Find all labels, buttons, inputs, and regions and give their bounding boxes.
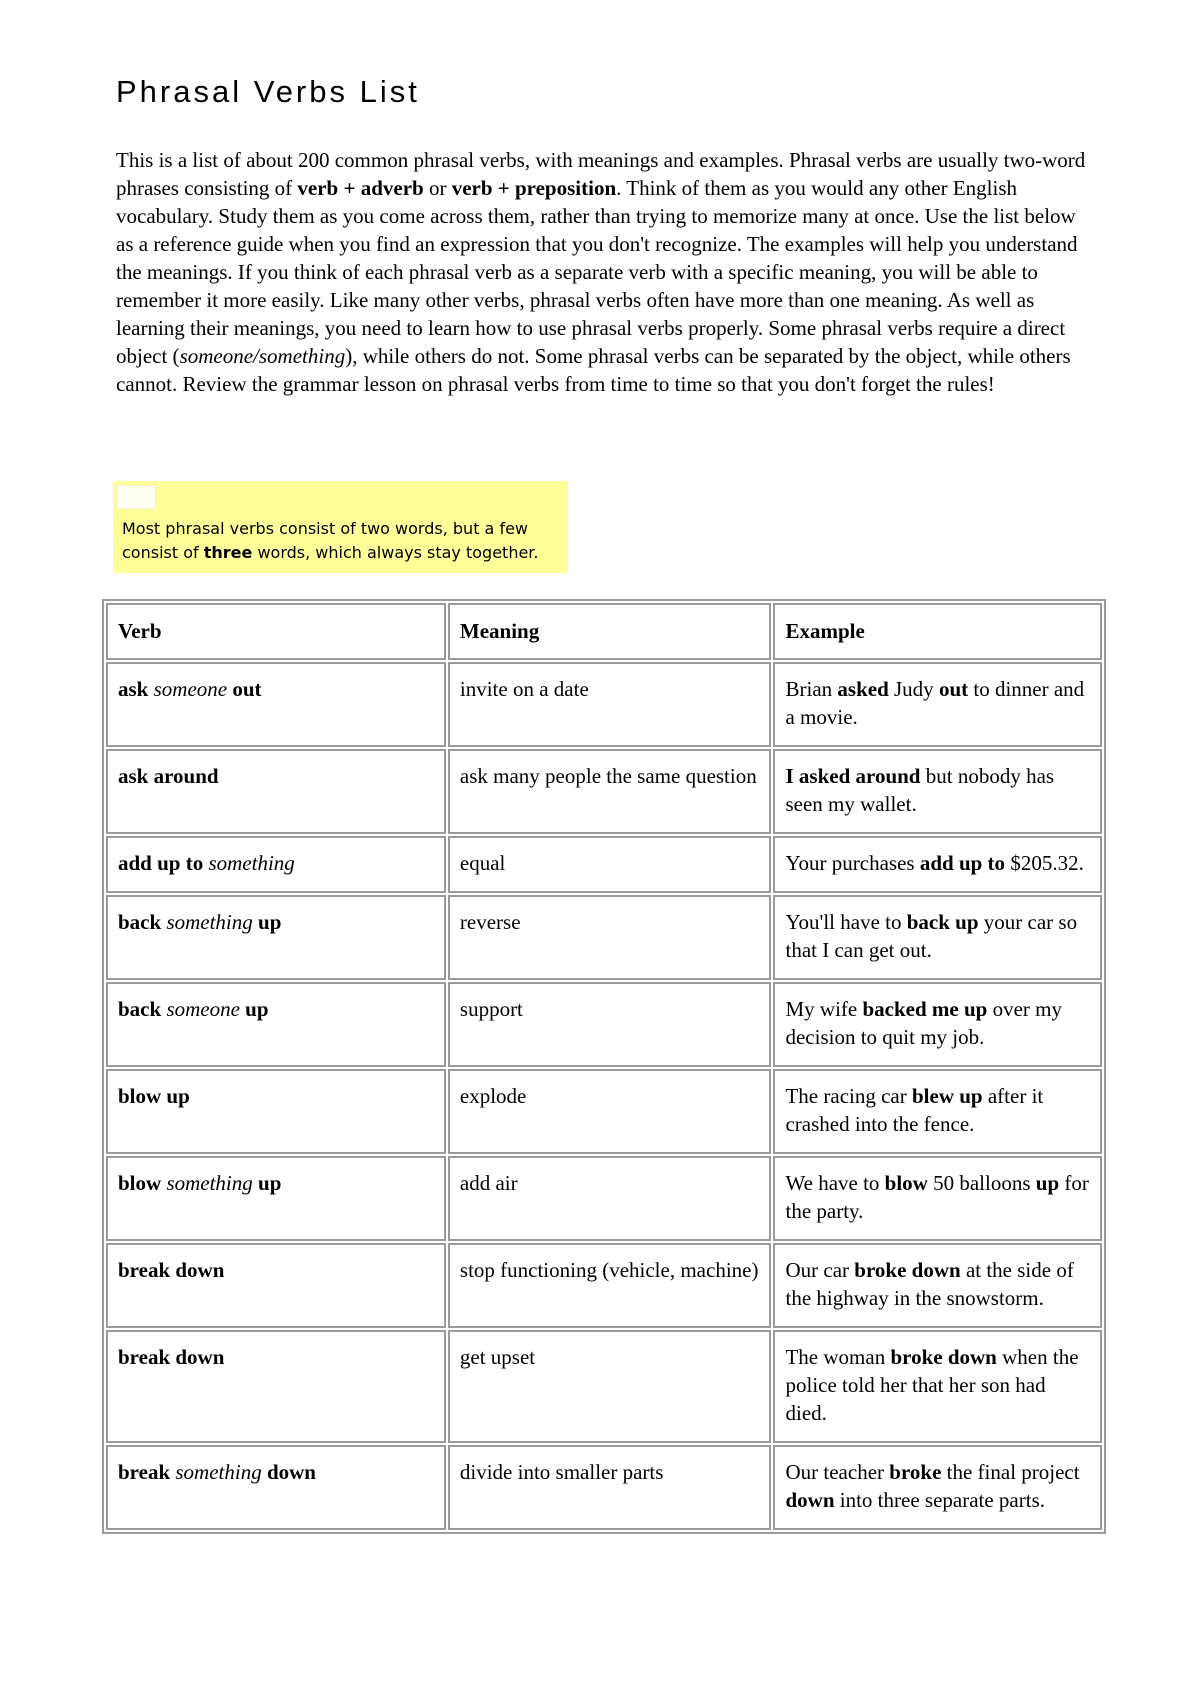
table-row: [106, 1445, 1102, 1530]
example-cell: [773, 1445, 1102, 1530]
meaning-cell: support: [448, 982, 772, 1067]
intro-bold-text: verb + adverb: [297, 176, 424, 200]
note-text-part: words, which always stay together.: [252, 543, 539, 562]
example-text: Judy: [888, 677, 939, 701]
example-bold: blew up: [912, 1084, 983, 1108]
verb-bold: break down: [118, 1258, 225, 1282]
table-row: [106, 1069, 1102, 1154]
example-bold: up: [1035, 1171, 1060, 1195]
verb-cell: [106, 1243, 446, 1328]
verb-cell: [106, 1445, 446, 1530]
example-text: Our car: [785, 1258, 855, 1282]
example-text: but nobody has seen my wallet.: [785, 764, 1055, 816]
verb-bold: back: [118, 997, 167, 1021]
example-cell: [773, 662, 1102, 747]
example-cell: [773, 1243, 1102, 1328]
example-bold: asked: [837, 677, 889, 701]
example-bold: I asked around: [785, 764, 921, 788]
verb-bold: up: [252, 1171, 282, 1195]
table-row: [106, 1156, 1102, 1241]
verb-cell: [106, 982, 446, 1067]
verb-cell: [106, 662, 446, 747]
table-row: [106, 1243, 1102, 1328]
intro-bold-text: verb + preposition: [451, 176, 617, 200]
example-text: The racing car: [785, 1084, 912, 1108]
header-verb: Verb: [106, 603, 446, 660]
meaning-cell: stop functioning (vehicle, machine): [448, 1243, 772, 1328]
verb-bold: break: [118, 1460, 176, 1484]
verb-bold: up: [239, 997, 269, 1021]
table-row: [106, 662, 1102, 747]
note-box: [113, 481, 568, 573]
verb-italic: something: [208, 851, 295, 875]
verb-bold: ask: [118, 677, 154, 701]
example-cell: [773, 1069, 1102, 1154]
example-text: your car so that I can get out.: [785, 910, 1078, 962]
meaning-cell: ask many people the same question: [448, 749, 772, 834]
example-cell: [773, 1330, 1102, 1443]
intro-text: . Think of them as you would any other English vocabulary. Study them as you come across them, rather than trying to memorize many at once. Use the list below as a reference guide when you find an expression that you don't recognize. The examples will help you understand the meanings. If you think of each phrasal verb as a separate verb with a specific meaning, you will be able to remember it more easily. Like many other verbs, phrasal verbs often have more than one meaning. As well as learning their meanings, you need to learn how to use phrasal verbs properly. Some phrasal verbs require a direct object (: [116, 176, 1078, 368]
meaning-cell: get upset: [448, 1330, 772, 1443]
example-text: You'll have to: [785, 910, 907, 934]
example-text: $205.32.: [1005, 851, 1084, 875]
image-placeholder-icon: [116, 485, 156, 509]
meaning-cell: add air: [448, 1156, 772, 1241]
table-row: [106, 1330, 1102, 1443]
example-bold: broke down: [890, 1345, 997, 1369]
verb-bold: add up to: [118, 851, 209, 875]
meaning-cell: explode: [448, 1069, 772, 1154]
example-text: Your purchases: [785, 851, 920, 875]
verb-italic: something: [166, 910, 253, 934]
example-cell: [773, 1156, 1102, 1241]
verb-bold: blow: [118, 1171, 167, 1195]
example-text: into three separate parts.: [834, 1488, 1046, 1512]
example-text: the final project: [941, 1460, 1080, 1484]
example-bold: broke: [889, 1460, 942, 1484]
table-header-row: [106, 603, 1102, 660]
meaning-cell: invite on a date: [448, 662, 772, 747]
verb-cell: [106, 749, 446, 834]
example-text: to dinner and a movie.: [785, 677, 1085, 729]
note-text: [122, 517, 562, 565]
example-text: when the police told her that her son had died.: [785, 1345, 1079, 1425]
verb-cell: [106, 1330, 446, 1443]
page-title: Phrasal Verbs List: [116, 74, 420, 109]
example-text: 50 balloons: [927, 1171, 1036, 1195]
header-meaning: Meaning: [448, 603, 772, 660]
example-text: over my decision to quit my job.: [785, 997, 1062, 1049]
example-cell: [773, 836, 1102, 893]
example-text: The woman: [785, 1345, 891, 1369]
intro-italic-text: someone/something: [179, 344, 346, 368]
meaning-cell: divide into smaller parts: [448, 1445, 772, 1530]
meaning-cell: equal: [448, 836, 772, 893]
intro-text: or: [423, 176, 452, 200]
example-text: Brian: [785, 677, 838, 701]
verb-cell: [106, 1156, 446, 1241]
example-bold: backed me up: [862, 997, 988, 1021]
intro-text: This is a list of about 200 common phrasal verbs, with meanings and examples. Phrasal verbs are usually two-word phrases consisting of: [116, 148, 1086, 200]
verb-italic: someone: [166, 997, 240, 1021]
example-text: We have to: [785, 1171, 885, 1195]
intro-paragraph: [116, 146, 1091, 398]
example-text: after it crashed into the fence.: [785, 1084, 1044, 1136]
verb-bold: ask around: [118, 764, 219, 788]
example-cell: [773, 749, 1102, 834]
example-text: at the side of the highway in the snowstorm.: [785, 1258, 1074, 1310]
example-cell: [773, 895, 1102, 980]
example-bold: blow: [884, 1171, 928, 1195]
example-cell: [773, 982, 1102, 1067]
verb-cell: [106, 836, 446, 893]
verb-bold: down: [261, 1460, 316, 1484]
example-bold: down: [785, 1488, 835, 1512]
phrasal-verbs-table: [102, 599, 1106, 1534]
example-bold: out: [938, 677, 969, 701]
table-row: [106, 836, 1102, 893]
table-row: [106, 982, 1102, 1067]
meaning-cell: reverse: [448, 895, 772, 980]
header-example: Example: [773, 603, 1102, 660]
table-row: [106, 895, 1102, 980]
verb-bold: out: [227, 677, 262, 701]
note-bold-text: three: [203, 543, 253, 562]
verb-italic: something: [166, 1171, 253, 1195]
verb-bold: back: [118, 910, 167, 934]
example-text: Our teacher: [785, 1460, 890, 1484]
verb-cell: [106, 895, 446, 980]
table-row: [106, 749, 1102, 834]
example-bold: back up: [906, 910, 979, 934]
intro-text: ), while others do not. Some phrasal verbs can be separated by the object, while others cannot. Review the grammar lesson on phrasal verbs from time to time so that you don't forget the rules!: [116, 344, 1071, 396]
verb-bold: blow up: [118, 1084, 190, 1108]
verb-cell: [106, 1069, 446, 1154]
verb-italic: something: [175, 1460, 262, 1484]
verb-bold: break down: [118, 1345, 225, 1369]
note-text-part: Most phrasal verbs consist of two words, but a few consist of: [122, 519, 528, 562]
verb-italic: someone: [153, 677, 228, 701]
example-text: My wife: [785, 997, 863, 1021]
example-bold: broke down: [854, 1258, 961, 1282]
example-bold: add up to: [919, 851, 1006, 875]
verb-bold: up: [252, 910, 282, 934]
example-text: for the party.: [785, 1171, 1089, 1223]
